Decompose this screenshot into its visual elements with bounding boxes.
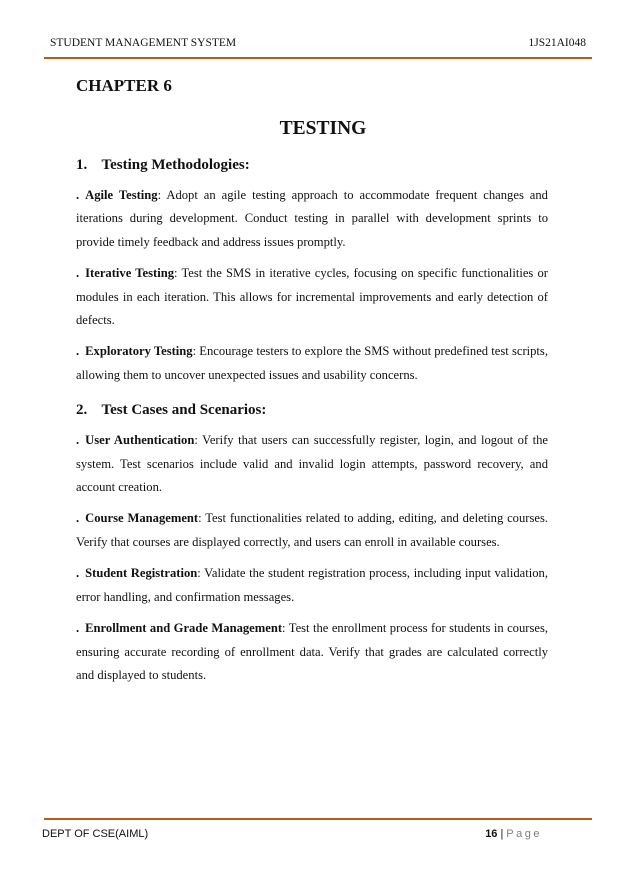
chapter-label: CHAPTER 6 xyxy=(76,76,172,95)
list-item xyxy=(76,617,548,687)
header-usn: 1JS21AI048 xyxy=(528,37,586,49)
bullet: . xyxy=(76,433,80,448)
section-number: 2. xyxy=(76,402,88,419)
item-term: Student Registration xyxy=(85,566,198,581)
item-term: Iterative Testing xyxy=(85,266,174,281)
bullet: . xyxy=(76,188,80,202)
page-number: 16 xyxy=(485,828,498,840)
page-title: TESTING xyxy=(279,118,367,139)
item-text: : Test the enrollment process for students in courses, ensuring accurate recording of enrollment data. Verify that grades are calculated correctly and displayed to students. xyxy=(76,621,549,682)
item-text: : Test functionalities related to adding, editing, and deleting courses. Verify that courses are displayed correctly, and users can enroll in available courses. xyxy=(76,511,548,549)
list-item xyxy=(76,507,548,554)
footer-separator: | xyxy=(500,828,504,840)
list-item xyxy=(76,562,548,609)
item-text: : Verify that users can successfully register, login, and logout of the system. Test scenarios include valid and invalid login attempts, password recovery, and account creation. xyxy=(76,433,548,495)
bullet: . xyxy=(76,344,80,359)
item-term: Agile Testing xyxy=(85,188,158,202)
page-number-block xyxy=(485,828,542,840)
header-title: STUDENT MANAGEMENT SYSTEM xyxy=(50,37,237,49)
bullet: . xyxy=(76,266,80,281)
section-title: Test Cases and Scenarios: xyxy=(101,402,267,419)
section-heading xyxy=(76,399,548,421)
item-text: : Test the SMS in iterative cycles, focusing on specific functionalities or modules in each iteration. This allows for incremental improvements and early detection of defects. xyxy=(76,266,548,328)
page-header xyxy=(50,37,586,55)
list-item xyxy=(76,340,548,387)
page-content xyxy=(76,73,548,687)
header-divider xyxy=(44,57,592,59)
item-text: : Encourage testers to explore the SMS without predefined test scripts, allowing them to uncover unexpected issues and usability concerns. xyxy=(76,344,548,382)
bullet: . xyxy=(76,621,80,636)
list-item xyxy=(76,262,548,332)
item-term: Enrollment and Grade Management xyxy=(85,621,283,636)
item-text: : Adopt an agile testing approach to accommodate frequent changes and iterations during development. Conduct testing in parallel with development sprints to provide timely feedback and address issues promptly. xyxy=(76,188,548,249)
bullet: . xyxy=(76,511,80,526)
page-label: Page xyxy=(506,828,542,840)
bullet: . xyxy=(76,566,80,581)
page-footer xyxy=(42,828,542,840)
list-item xyxy=(76,429,548,499)
footer-divider xyxy=(44,818,592,820)
item-term: Exploratory Testing xyxy=(85,344,193,359)
footer-department: DEPT OF CSE(AIML) xyxy=(42,828,149,840)
item-text: : Validate the student registration process, including input validation, error handling, and confirmation messages. xyxy=(76,566,548,604)
list-item xyxy=(76,184,548,254)
section-heading xyxy=(76,154,548,176)
section-number: 1. xyxy=(76,157,88,173)
section-title: Testing Methodologies: xyxy=(101,157,250,173)
item-term: User Authentication xyxy=(85,433,195,448)
item-term: Course Management xyxy=(85,511,199,526)
